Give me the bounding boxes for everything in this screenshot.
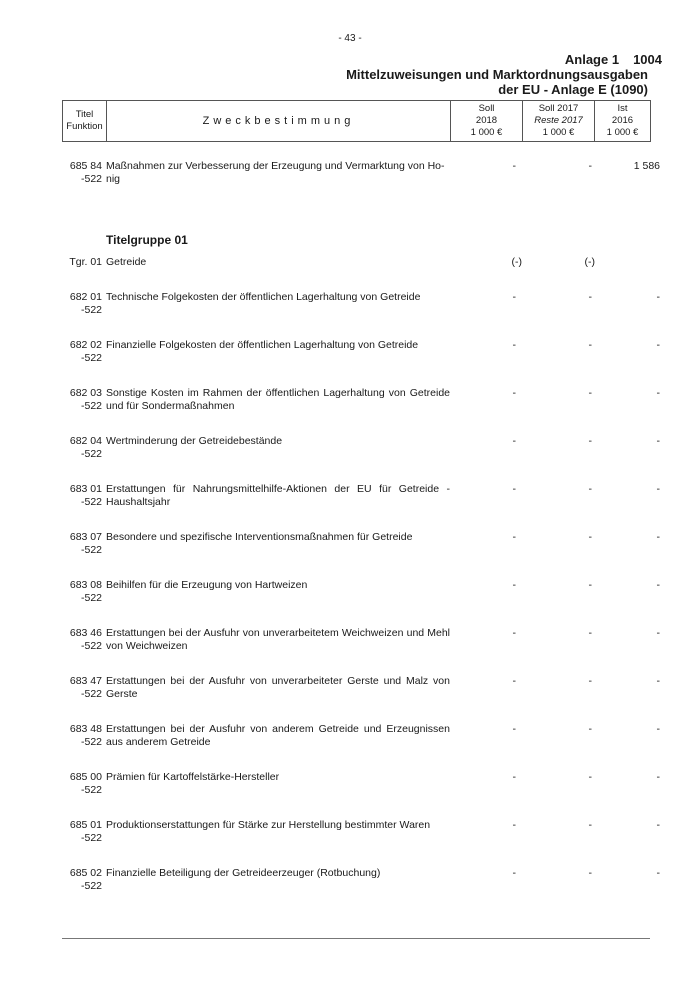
value-soll-2018: - [512, 435, 516, 447]
value-ist-2016: - [656, 867, 660, 879]
value-soll-2018: - [512, 627, 516, 639]
funktion-number: -522 [80, 736, 102, 748]
funktion-number: -522 [80, 544, 102, 556]
value-soll-2017: - [588, 160, 592, 172]
titel-code [62, 339, 102, 365]
value-soll-2017: - [588, 291, 592, 303]
value-ist-2016: - [656, 723, 660, 735]
page-title-line1: Mittelzuweisungen und Marktordnungsausgaben [346, 67, 648, 82]
header-zweckbestimmung: Zweckbestimmung [107, 101, 451, 142]
zweckbestimmung-text: Erstattungen für Nahrungsmittelhilfe-Aktionen der EU für Getreide - Haushaltsjahr [106, 483, 450, 508]
footer-divider [62, 938, 650, 939]
titel-number: 683 46 [69, 627, 102, 639]
value-soll-2017: - [588, 435, 592, 447]
titel-number: 682 01 [69, 291, 102, 303]
zweckbestimmung-text: Besondere und spezifische Interventionsmaßnahmen für Getreide [106, 531, 413, 543]
titel-number: 685 01 [69, 819, 102, 831]
value-ist-2016: - [656, 291, 660, 303]
titel-number: 682 04 [69, 435, 102, 447]
value-soll-2017: - [588, 387, 592, 399]
zweckbestimmung-text: Finanzielle Beteiligung der Getreideerzeuger (Rotbuchung) [106, 867, 381, 879]
titel-code [62, 771, 102, 797]
value-soll-2017: - [588, 579, 592, 591]
titel-number: 683 47 [69, 675, 102, 687]
header-soll-2018: Soll 2018 1 000 € [451, 101, 523, 142]
funktion-number: -522 [80, 640, 102, 652]
titel-code [62, 483, 102, 509]
funktion-number: -522 [80, 448, 102, 460]
funktion-number: -522 [80, 400, 102, 412]
funktion-number: -522 [80, 496, 102, 508]
titel-code [62, 531, 102, 557]
titel-code [62, 160, 102, 186]
titel-number: 685 00 [69, 771, 102, 783]
value-soll-2018: - [512, 723, 516, 735]
header-titel-funktion: Titel Funktion [63, 101, 107, 142]
value-ist-2016: - [656, 339, 660, 351]
zweckbestimmung-text: Wertminderung der Getreidebestände [106, 435, 283, 447]
anlage-label: Anlage 1 [564, 52, 620, 67]
funktion-number: -522 [80, 880, 102, 892]
zweckbestimmung-text: Getreide [106, 256, 147, 268]
value-soll-2017: - [588, 675, 592, 687]
titel-number: 683 07 [69, 531, 102, 543]
titel-code [62, 387, 102, 413]
titel-number: Tgr. 01 [69, 256, 102, 268]
header-ist-2016: Ist 2016 1 000 € [595, 101, 651, 142]
titel-number: 683 08 [69, 579, 102, 591]
value-soll-2017: - [588, 483, 592, 495]
anlage-heading [565, 52, 662, 67]
value-soll-2017: - [588, 723, 592, 735]
titel-code [62, 867, 102, 893]
value-soll-2017: - [588, 339, 592, 351]
value-soll-2018: - [512, 819, 516, 831]
zweckbestimmung-text: Prämien für Kartoffelstärke-Hersteller [106, 771, 280, 783]
anlage-number: 1004 [633, 52, 662, 67]
titel-code [62, 675, 102, 701]
funktion-number: -522 [80, 352, 102, 364]
value-soll-2017: - [588, 627, 592, 639]
titel-number: 683 01 [69, 483, 102, 495]
value-soll-2018: - [512, 291, 516, 303]
zweckbestimmung-text: Beihilfen für die Erzeugung von Hartweizen [106, 579, 308, 591]
funktion-number: -522 [80, 832, 102, 844]
zweckbestimmung-text: Maßnahmen zur Verbesserung der Erzeugung und Vermarktung von Ho- nig [106, 160, 445, 185]
funktion-number: -522 [80, 688, 102, 700]
value-soll-2017: (-) [584, 256, 595, 268]
value-soll-2018: - [512, 675, 516, 687]
value-soll-2018: - [512, 160, 516, 172]
value-ist-2016: - [656, 387, 660, 399]
column-header-table [62, 100, 651, 142]
titel-code [62, 627, 102, 653]
value-ist-2016: - [656, 675, 660, 687]
titel-number: 685 84 [69, 160, 102, 172]
value-ist-2016: - [656, 579, 660, 591]
value-soll-2018: - [512, 531, 516, 543]
zweckbestimmung-text: Erstattungen bei der Ausfuhr von unverarbeiteter Gerste und Malz von Gerste [106, 675, 450, 700]
titel-number: 683 48 [69, 723, 102, 735]
value-soll-2017: - [588, 771, 592, 783]
zweckbestimmung-text: Erstattungen bei der Ausfuhr von anderem Getreide und Erzeugnissen aus anderem Getreide [106, 723, 450, 748]
value-ist-2016: - [656, 771, 660, 783]
value-soll-2018: - [512, 771, 516, 783]
zweckbestimmung-text: Sonstige Kosten im Rahmen der öffentlichen Lagerhaltung von Getreide und für Sondermaßnahmen [106, 387, 450, 412]
group-heading: Titelgruppe 01 [106, 233, 188, 247]
titel-number: 682 03 [69, 387, 102, 399]
value-ist-2016: 1 586 [633, 160, 660, 172]
titel-code [62, 256, 102, 269]
value-ist-2016: - [656, 531, 660, 543]
value-soll-2017: - [588, 819, 592, 831]
value-soll-2017: - [588, 531, 592, 543]
funktion-number: -522 [80, 784, 102, 796]
page-number: - 43 - [338, 33, 362, 44]
value-soll-2018: - [512, 867, 516, 879]
value-soll-2017: - [588, 867, 592, 879]
zweckbestimmung-text: Technische Folgekosten der öffentlichen Lagerhaltung von Getreide [106, 291, 421, 303]
value-ist-2016: - [656, 483, 660, 495]
value-ist-2016: - [656, 627, 660, 639]
funktion-number: -522 [80, 592, 102, 604]
page-title-line2: der EU - Anlage E (1090) [498, 82, 648, 97]
titel-number: 682 02 [69, 339, 102, 351]
zweckbestimmung-text: Produktionserstattungen für Stärke zur Herstellung bestimmter Waren [106, 819, 431, 831]
titel-code [62, 819, 102, 845]
funktion-number: -522 [80, 173, 102, 185]
titel-code [62, 723, 102, 749]
value-soll-2018: (-) [511, 256, 522, 268]
titel-code [62, 579, 102, 605]
funktion-number: -522 [80, 304, 102, 316]
zweckbestimmung-text: Erstattungen bei der Ausfuhr von unverarbeitetem Weichweizen und Mehl von Weichweizen [106, 627, 450, 652]
value-soll-2018: - [512, 339, 516, 351]
value-soll-2018: - [512, 483, 516, 495]
titel-code [62, 291, 102, 317]
value-ist-2016: - [656, 819, 660, 831]
value-soll-2018: - [512, 387, 516, 399]
value-ist-2016: - [656, 435, 660, 447]
value-soll-2018: - [512, 579, 516, 591]
zweckbestimmung-text: Finanzielle Folgekosten der öffentlichen Lagerhaltung von Getreide [106, 339, 419, 351]
header-soll-2017: Soll 2017 Reste 2017 1 000 € [523, 101, 595, 142]
titel-number: 685 02 [69, 867, 102, 879]
titel-code [62, 435, 102, 461]
